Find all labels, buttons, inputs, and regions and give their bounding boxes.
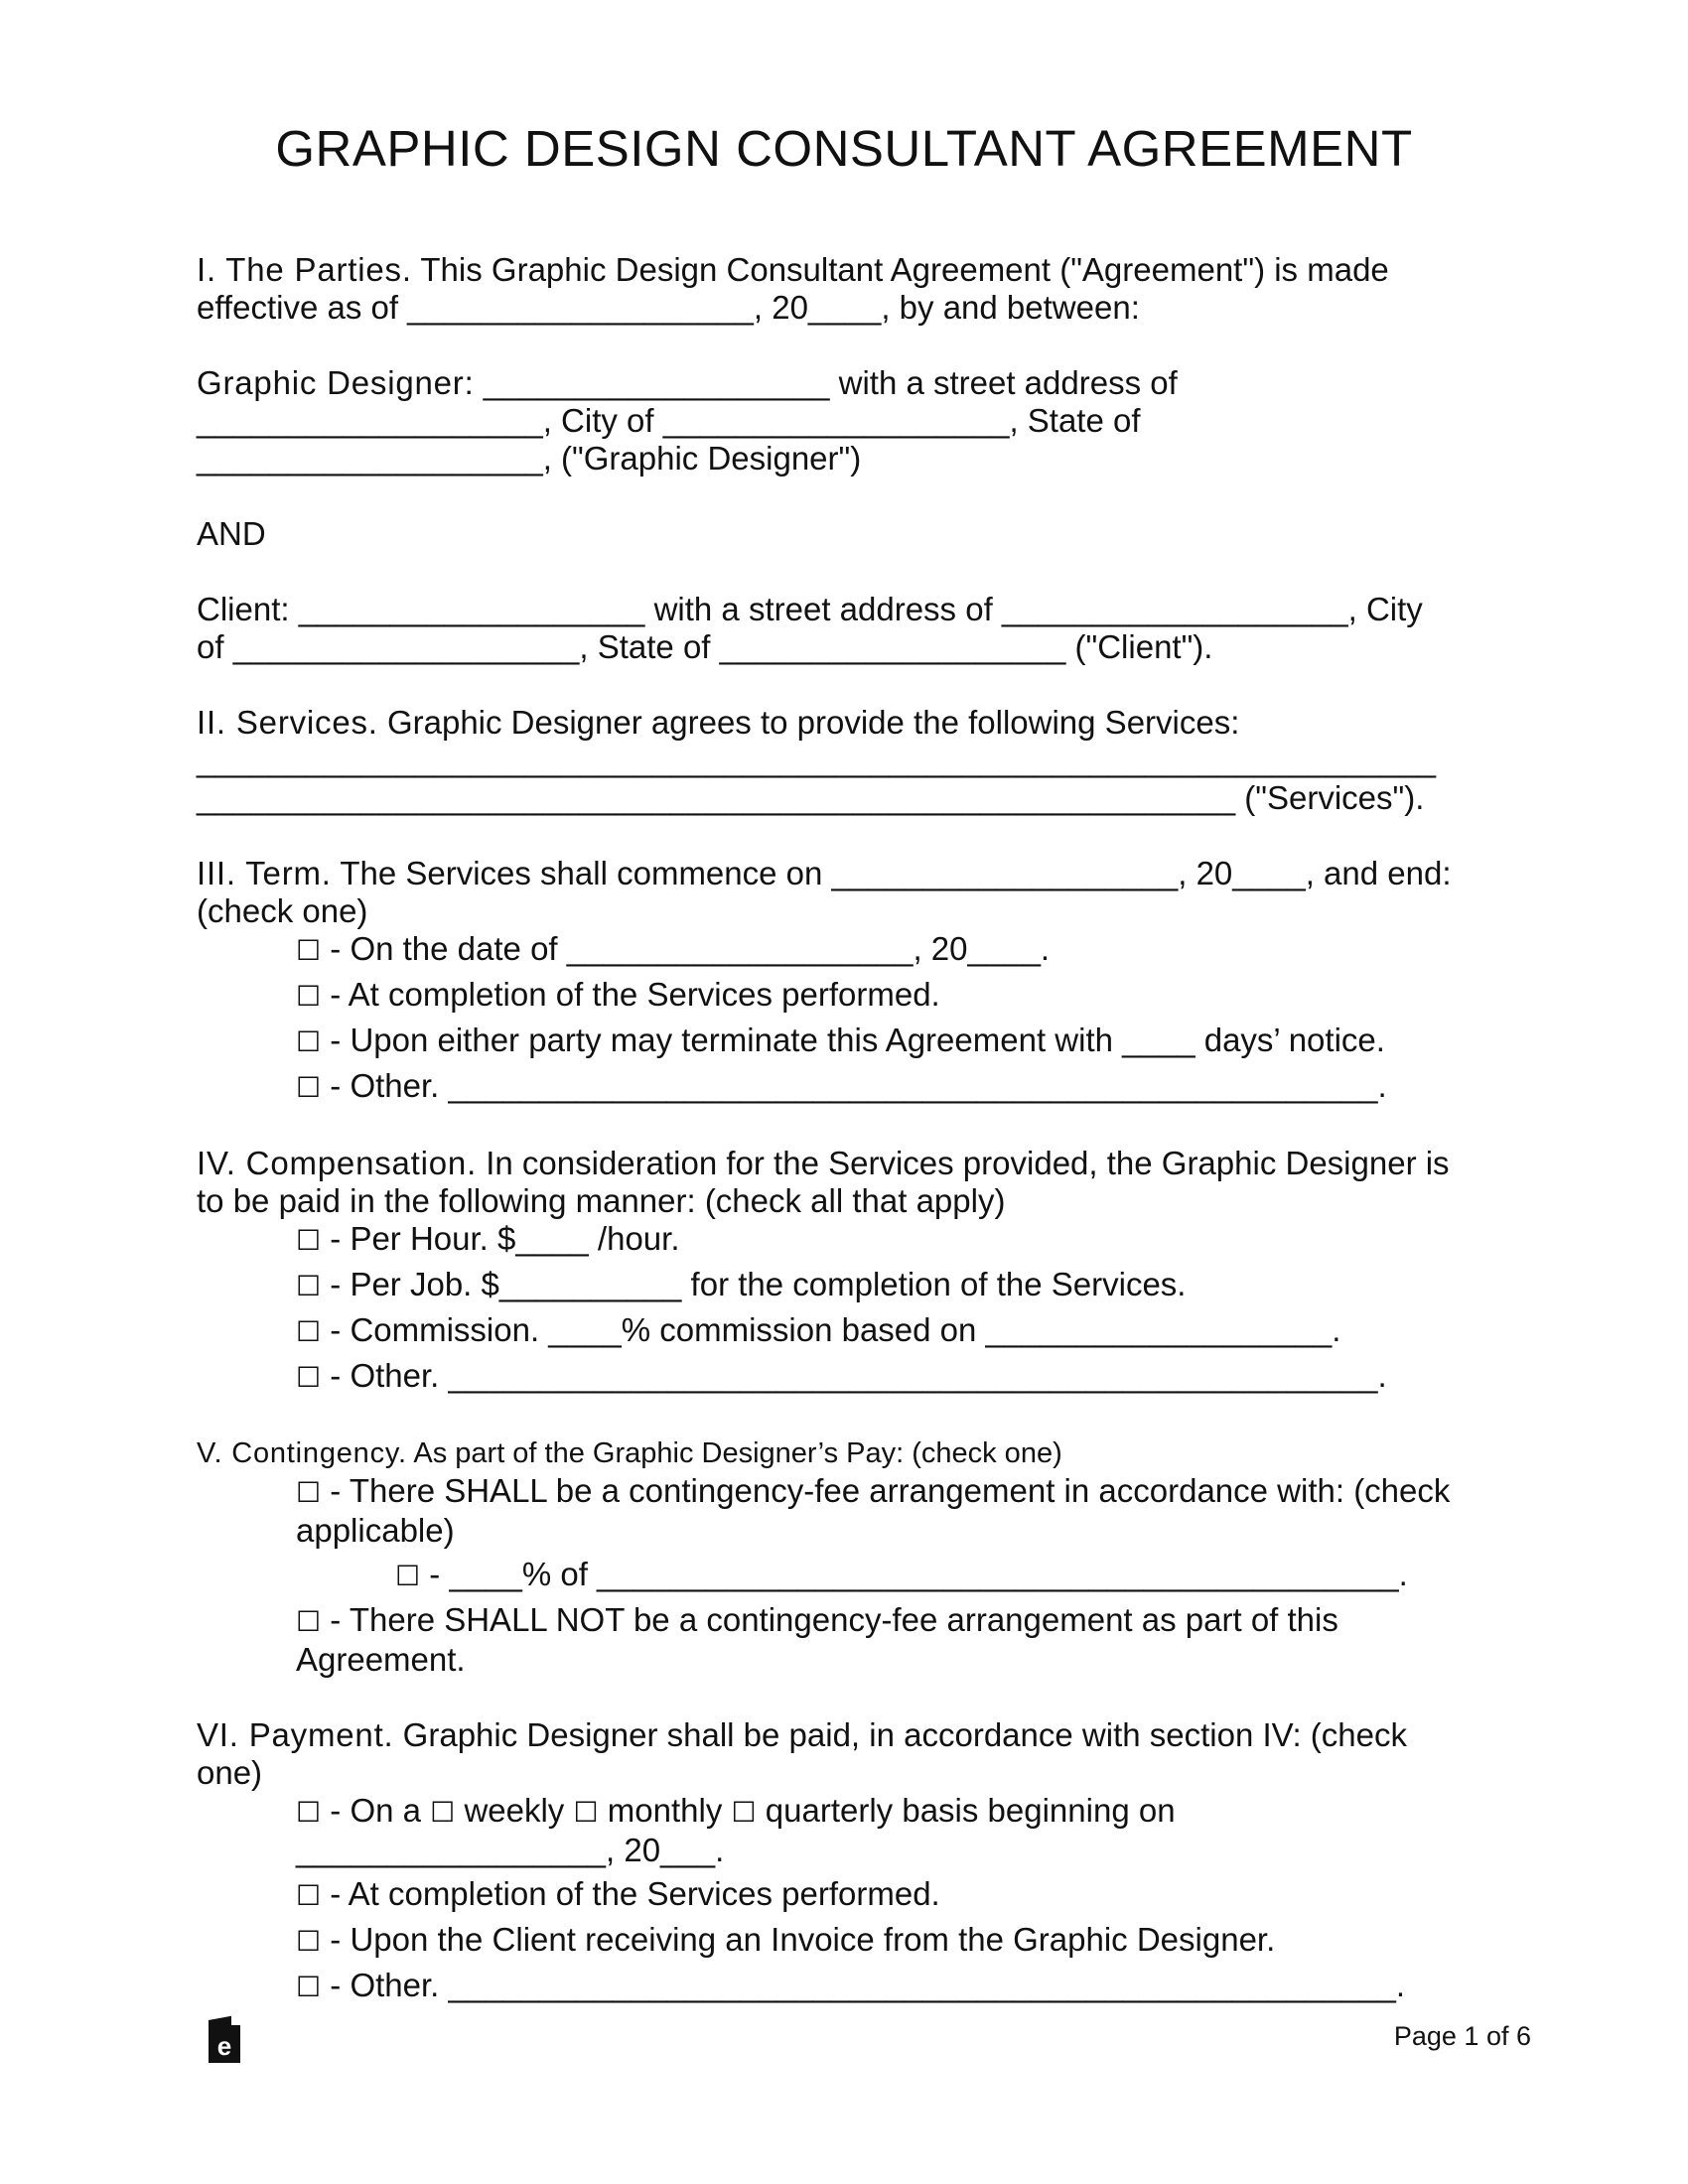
checkbox-icon[interactable]: ☐	[430, 1796, 456, 1829]
and-separator: AND	[197, 515, 266, 552]
contingency-options	[197, 1472, 1487, 1679]
designer-line: ___________________, City of ___________________, State of	[197, 402, 1141, 439]
checkbox-icon[interactable]: ☐	[296, 980, 322, 1013]
section-services	[197, 704, 1487, 817]
section-text: The Services shall commence on ___________________, 20____, and end:	[331, 855, 1452, 891]
designer-label: Graphic Designer:	[197, 364, 475, 401]
checkbox-icon[interactable]: ☐	[296, 1605, 322, 1638]
services-blank-line: ____________________________________________________________________	[197, 742, 1437, 778]
option-label: - Upon either party may terminate this Agreement with ____ days’ notice.	[330, 1022, 1385, 1058]
term-option[interactable]	[197, 930, 1487, 970]
checkbox-icon[interactable]: ☐	[296, 1796, 322, 1829]
term-option[interactable]	[197, 1067, 1487, 1107]
option-label: - Per Hour. $____ /hour.	[330, 1220, 680, 1257]
payment-option[interactable]	[197, 1967, 1487, 2006]
section-text: effective as of ___________________, 20____, by and between:	[197, 289, 1140, 326]
section-contingency	[197, 1434, 1487, 1679]
option-label: - Per Job. $__________ for the completion of the Services.	[330, 1266, 1187, 1302]
option-label: - ____% of ____________________________________________.	[429, 1556, 1408, 1592]
section-text: In consideration for the Services provided, the Graphic Designer is	[477, 1145, 1450, 1181]
term-option[interactable]	[197, 1022, 1487, 1061]
checkbox-icon[interactable]: ☐	[395, 1560, 421, 1592]
contingency-option-shall-not[interactable]	[197, 1601, 1487, 1679]
contingency-option-shall[interactable]	[197, 1472, 1487, 1550]
document-title: GRAPHIC DESIGN CONSULTANT AGREEMENT	[275, 120, 1413, 177]
option-label: - At completion of the Services performed.	[330, 1875, 940, 1912]
checkbox-icon[interactable]: ☐	[296, 1971, 322, 2003]
option-label: Agreement.	[296, 1641, 466, 1678]
compensation-option[interactable]	[197, 1220, 1487, 1260]
option-label: weekly	[464, 1792, 565, 1829]
option-label: quarterly basis beginning on	[765, 1792, 1176, 1829]
option-label: - Upon the Client receiving an Invoice from the Graphic Designer.	[330, 1921, 1276, 1958]
checkbox-icon[interactable]: ☐	[296, 1315, 322, 1348]
eforms-logo-icon	[205, 2015, 244, 2067]
section-label: V. Contingency.	[197, 1437, 407, 1469]
option-label: - There SHALL be a contingency-fee arrangement in accordance with: (check	[330, 1472, 1451, 1509]
option-label: - Other. ____________________________________________________.	[330, 1967, 1406, 2003]
payment-option[interactable]	[197, 1875, 1487, 1915]
section-label: IV. Compensation.	[197, 1145, 478, 1181]
term-options	[197, 930, 1487, 1107]
compensation-option[interactable]	[197, 1266, 1487, 1305]
section-text: Graphic Designer agrees to provide the following Services:	[377, 704, 1240, 741]
compensation-options	[197, 1220, 1487, 1397]
section-text: to be paid in the following manner: (check all that apply)	[197, 1182, 1006, 1219]
payment-option-periodic[interactable]	[197, 1792, 1487, 1869]
checkbox-icon[interactable]: ☐	[296, 1476, 322, 1509]
client-line: of ___________________, State of ___________________ ("Client").	[197, 628, 1213, 665]
option-label: - At completion of the Services performed.	[330, 976, 940, 1013]
section-label: II. Services.	[197, 704, 378, 741]
section-text: one)	[197, 1754, 263, 1791]
section-payment	[197, 1716, 1487, 2006]
designer-line: ___________________ with a street address of	[474, 364, 1178, 401]
section-text: As part of the Graphic Designer’s Pay: (check one)	[406, 1437, 1062, 1469]
section-parties	[197, 251, 1487, 666]
compensation-option[interactable]	[197, 1357, 1487, 1397]
option-label: - On a	[330, 1792, 421, 1829]
section-label: I. The Parties.	[197, 251, 412, 288]
option-label: - On the date of ___________________, 20____.	[330, 930, 1051, 967]
option-label: _________________, 20___.	[296, 1832, 725, 1868]
checkbox-icon[interactable]: ☐	[573, 1796, 599, 1829]
option-label: applicable)	[296, 1512, 455, 1549]
section-text: Graphic Designer shall be paid, in accordance with section IV: (check	[393, 1716, 1407, 1753]
contingency-sub-option[interactable]	[197, 1556, 1487, 1595]
checkbox-icon[interactable]: ☐	[296, 1270, 322, 1302]
document-body	[197, 251, 1487, 2044]
payment-options	[197, 1792, 1487, 2006]
section-text: This Graphic Design Consultant Agreement ("Agreement") is made	[411, 251, 1389, 288]
checkbox-icon[interactable]: ☐	[296, 1925, 322, 1958]
section-label: III. Term.	[197, 855, 332, 891]
checkbox-icon[interactable]: ☐	[296, 1224, 322, 1257]
compensation-option[interactable]	[197, 1311, 1487, 1351]
term-option[interactable]	[197, 976, 1487, 1016]
option-label: - There SHALL NOT be a contingency-fee arrangement as part of this	[330, 1601, 1338, 1638]
designer-line: ___________________, ("Graphic Designer")	[197, 440, 862, 477]
section-term	[197, 855, 1487, 1107]
checkbox-icon[interactable]: ☐	[296, 1071, 322, 1104]
section-compensation	[197, 1145, 1487, 1397]
checkbox-icon[interactable]: ☐	[731, 1796, 757, 1829]
section-text: (check one)	[197, 892, 368, 929]
payment-option[interactable]	[197, 1921, 1487, 1961]
checkbox-icon[interactable]: ☐	[296, 1361, 322, 1394]
option-label: - Commission. ____% commission based on ___________________.	[330, 1311, 1341, 1348]
page-number: Page 1 of 6	[1393, 2021, 1531, 2051]
section-label: VI. Payment.	[197, 1716, 394, 1753]
checkbox-icon[interactable]: ☐	[296, 1025, 322, 1058]
option-label: - Other. ___________________________________________________.	[330, 1357, 1387, 1394]
client-line: Client: ___________________ with a street address of ___________________, City	[197, 591, 1423, 627]
svg-text:e: e	[216, 2031, 232, 2061]
option-label: - Other. ___________________________________________________.	[330, 1067, 1387, 1104]
checkbox-icon[interactable]: ☐	[296, 1879, 322, 1912]
checkbox-icon[interactable]: ☐	[296, 934, 322, 967]
option-label: monthly	[607, 1792, 723, 1829]
services-blank-line: _________________________________________________________ ("Services").	[197, 779, 1425, 816]
